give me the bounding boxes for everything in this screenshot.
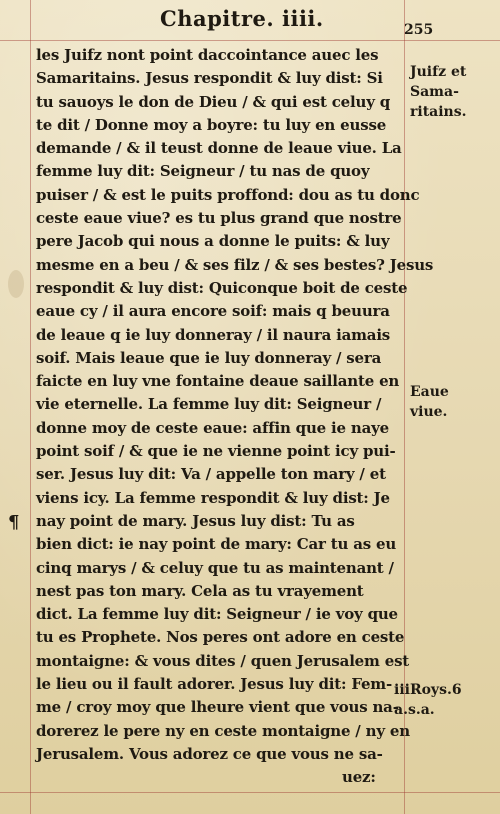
- text-line: le lieu ou il fault adorer. Jesus luy dit: Fem-: [36, 675, 392, 694]
- ruling-line-left: [30, 0, 31, 814]
- ruling-line-top: [0, 40, 500, 41]
- running-head: Chapitre. iiii.: [160, 6, 324, 31]
- ruling-line-bottom: [0, 792, 500, 793]
- text-line: dorerez le pere ny en ceste montaigne / ny en: [36, 721, 410, 740]
- text-line: me / croy moy que lheure vient que vous na-: [36, 698, 399, 717]
- text-line: ser. Jesus luy dit: Va / appelle ton mary / et: [36, 465, 386, 484]
- text-line: viens icy. La femme respondit & luy dist: Je: [36, 488, 390, 507]
- text-line: mesme en a beu / & ses filz / & ses bestes? Jesus: [36, 255, 434, 274]
- text-line: montaigne: & vous dites / quen Jerusalem est: [36, 651, 410, 670]
- folio-number: 255: [404, 22, 434, 38]
- text-line: point soif / & que ie ne vienne point icy pui-: [36, 442, 396, 461]
- text-line: vie eternelle. La femme luy dit: Seigneur /: [36, 395, 382, 414]
- text-line: les Juifz nont point daccointance auec les: [36, 46, 379, 64]
- paper-stain: [8, 270, 24, 298]
- text-line: tu sauoys le don de Dieu / & qui est celuy q: [36, 92, 391, 111]
- text-line: cinq marys / & celuy que tu as maintenant /: [36, 558, 394, 577]
- text-line: eaue cy / il aura encore soif: mais q beuura: [36, 302, 390, 321]
- text-line: dict. La femme luy dit: Seigneur / ie voy que: [36, 605, 398, 624]
- text-line: respondit & luy dist: Quiconque boit de ceste: [36, 278, 408, 297]
- margin-note-line: Juifz et: [410, 64, 467, 80]
- margin-note-eaue: [410, 382, 496, 422]
- text-line: soif. Mais leaue que ie luy donneray / sera: [36, 348, 382, 367]
- margin-note-line: a.s.a.: [394, 702, 435, 718]
- text-line: de leaue q ie luy donneray / il naura iamais: [36, 325, 391, 344]
- text-line: nay point de mary. Jesus luy dist: Tu as: [36, 511, 355, 530]
- text-line: faicte en luy vne fontaine deaue saillante en: [36, 372, 400, 391]
- margin-note-line: Sama-: [410, 84, 459, 100]
- text-line: bien dict: ie nay point de mary: Car tu as eu: [36, 535, 397, 554]
- text-line: femme luy dit: Seigneur / tu nas de quoy: [36, 162, 370, 181]
- margin-note-line: ritains.: [410, 104, 467, 120]
- margin-note-line: viue.: [410, 404, 448, 420]
- text-line: nest pas ton mary. Cela as tu vrayement: [36, 581, 364, 600]
- text-line: uez:: [342, 768, 376, 787]
- text-line: donne moy de ceste eaue: affin que ie naye: [36, 418, 389, 437]
- text-line: puiser / & est le puits proffond: dou as tu donc: [36, 185, 420, 204]
- text-line: pere Jacob qui nous a donne le puits: & luy: [36, 232, 390, 251]
- text-line: Jerusalem. Vous adorez ce que vous ne sa-: [36, 744, 383, 763]
- paragraph-mark: ¶: [8, 512, 20, 533]
- margin-note-roys: [394, 680, 494, 720]
- margin-note-line: iiiRoys.6: [394, 682, 462, 698]
- text-line: tu es Prophete. Nos peres ont adore en ceste: [36, 628, 405, 647]
- text-line: demande / & il teust donne de leaue viue. La: [36, 139, 402, 158]
- text-line: Samaritains. Jesus respondit & luy dist: Si: [36, 69, 383, 88]
- text-line: ceste eaue viue? es tu plus grand que nostre: [36, 209, 402, 228]
- margin-note-line: Eaue: [410, 384, 449, 400]
- text-line: te dit / Donne moy a boyre: tu luy en eusse: [36, 115, 387, 134]
- margin-note-juifz: [410, 62, 496, 122]
